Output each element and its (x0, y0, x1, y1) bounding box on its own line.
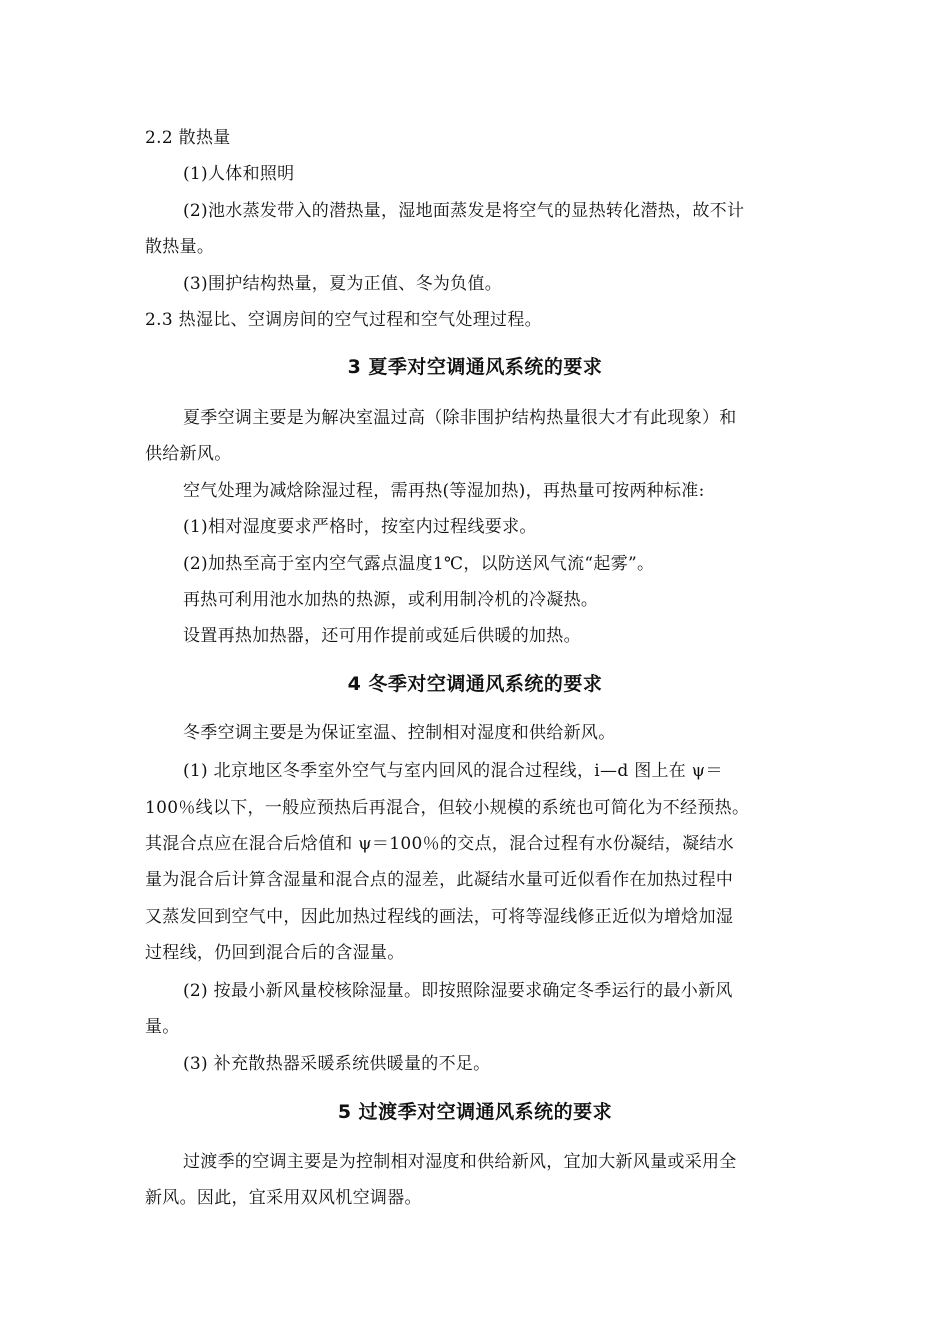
section-4-paragraph-2-line-5: 又蒸发回到空气中，因此加热过程线的画法，可将等湿线修正近似为增焓加湿 (145, 907, 734, 927)
section-3-paragraph-6: 设置再热加热器，还可用作提前或延后供暖的加热。 (183, 626, 581, 646)
section-2-2-title: 2.2 散热量 (145, 128, 231, 148)
section-3-paragraph-3: (1)相对湿度要求严格时，按室内过程线要求。 (183, 517, 537, 537)
section-4-paragraph-1: 冬季空调主要是为保证室温、控制相对湿度和供给新风。 (183, 723, 616, 743)
section-3-paragraph-1-line-1: 夏季空调主要是为解决室温过高（除非围护结构热量很大才有此现象）和 (183, 408, 737, 428)
section-4-paragraph-2-line-1: (1) 北京地区冬季室外空气与室内回风的混合过程线，i—d 图上在 ψ＝ (183, 761, 723, 781)
section-2-2-item-2-line-2: 散热量。 (145, 237, 215, 257)
section-4-paragraph-3-line-2: 量。 (145, 1017, 180, 1037)
section-4-paragraph-2-line-6: 过程线，仍回到混合后的含湿量。 (145, 943, 405, 963)
section-5-paragraph-1-line-2: 新风。因此，宜采用双风机空调器。 (145, 1188, 422, 1208)
section-3-paragraph-2: 空气处理为减焓除湿过程，需再热(等湿加热)，再热量可按两种标准: (183, 481, 705, 501)
section-2-3-title: 2.3 热湿比、空调房间的空气过程和空气处理过程。 (145, 310, 542, 330)
section-3-heading: 3 夏季对空调通风系统的要求 (347, 356, 603, 378)
section-3-paragraph-1-line-2: 供给新风。 (145, 444, 232, 464)
section-2-2-item-2-line-1: (2)池水蒸发带入的潜热量，湿地面蒸发是将空气的显热转化潜热，故不计 (183, 201, 745, 221)
section-4-heading: 4 冬季对空调通风系统的要求 (347, 673, 603, 695)
section-5-paragraph-1-line-1: 过渡季的空调主要是为控制相对湿度和供给新风，宜加大新风量或采用全 (183, 1152, 737, 1172)
section-3-paragraph-5: 再热可利用池水加热的热源，或利用制冷机的冷凝热。 (183, 590, 599, 610)
section-3-paragraph-4: (2)加热至高于室内空气露点温度1℃，以防送风气流“起雾”。 (183, 554, 655, 574)
section-4-paragraph-4: (3) 补充散热器采暖系统供暖量的不足。 (183, 1054, 491, 1074)
section-5-heading: 5 过渡季对空调通风系统的要求 (337, 1101, 613, 1123)
section-4-paragraph-2-line-2: 100％线以下，一般应预热后再混合，但较小规模的系统也可简化为不经预热。 (145, 798, 750, 818)
section-4-paragraph-2-line-4: 量为混合后计算含湿量和混合点的湿差，此凝结水量可近似看作在加热过程中 (145, 870, 734, 890)
section-2-2-item-3: (3)围护结构热量，夏为正值、冬为负值。 (183, 274, 503, 294)
section-4-paragraph-3-line-1: (2) 按最小新风量校核除湿量。即按照除湿要求确定冬季运行的最小新风 (183, 981, 733, 1001)
section-4-paragraph-2-line-3: 其混合点应在混合后焓值和 ψ＝100％的交点，混合过程有水份凝结，凝结水 (145, 834, 734, 854)
section-2-2-item-1: (1)人体和照明 (183, 164, 295, 184)
